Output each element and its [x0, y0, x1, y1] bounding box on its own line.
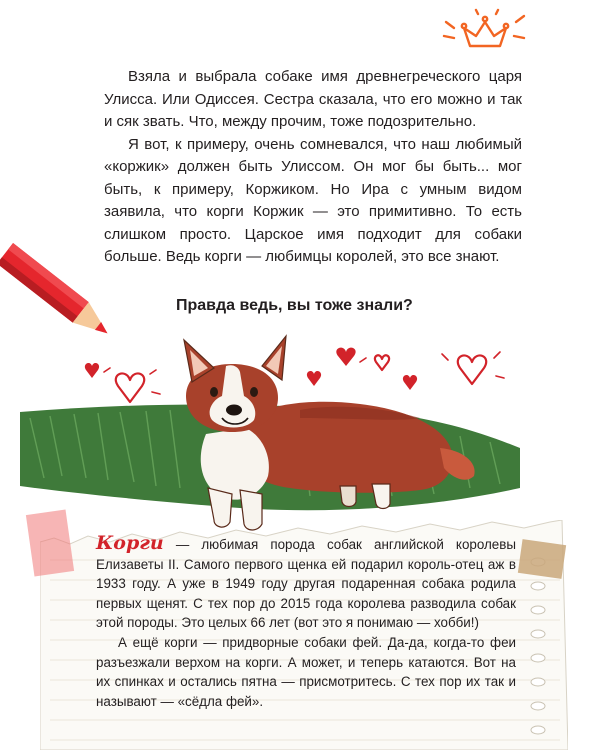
story-paragraph: Я вот, к примеру, очень сомневался, что наш любимый «коржик» должен быть Улиссом. Он мог бы быть... мог быть, к примеру, Коржиком. Но Ира с умным видом заявила, что корги Коржик — это примитивно. То есть слишком просто. Царское имя подходит для собаки больше. Ведь корги — любимцы королей, это все знают. — [104, 135, 522, 265]
note-title: Корги — [96, 532, 164, 554]
story-text — [104, 66, 522, 269]
heart-doodle-icon — [116, 355, 486, 402]
story-paragraph: Взяла и выбрала собаке имя древнегреческого царя Улисса. Или Одиссея. Сестра сказала, что его можно и так и сяк звать. Что, между прочим, тоже подозрительно. — [104, 68, 522, 130]
note-paragraph — [96, 534, 516, 633]
note-paragraph-1: — любимая порода собак английской королевы Елизаветы II. Самого первого щенка ей подарил король-отец аж в 1933 году. А уже в 1949 году другая подаренная собака родила первых щенят. С тех пор до 2015 года королева разводила собак этой породы. Это целых 66 лет (вот это я понимаю — хобби!) — [96, 537, 516, 631]
note-text — [96, 534, 516, 711]
crown-doodle-icon — [440, 8, 526, 54]
note-paragraph-2: А ещё корги — придворные собаки фей. Да-да, когда-то феи разъезжали верхом на корги. А может, и теперь катаются. Вот на их спинках и остались пятна — присмотритесь. С тех пор их так и называют — «сёдла фей». — [96, 634, 516, 709]
tape-strip — [26, 510, 74, 577]
question-heading: Правда ведь, вы тоже знали? — [176, 297, 413, 314]
